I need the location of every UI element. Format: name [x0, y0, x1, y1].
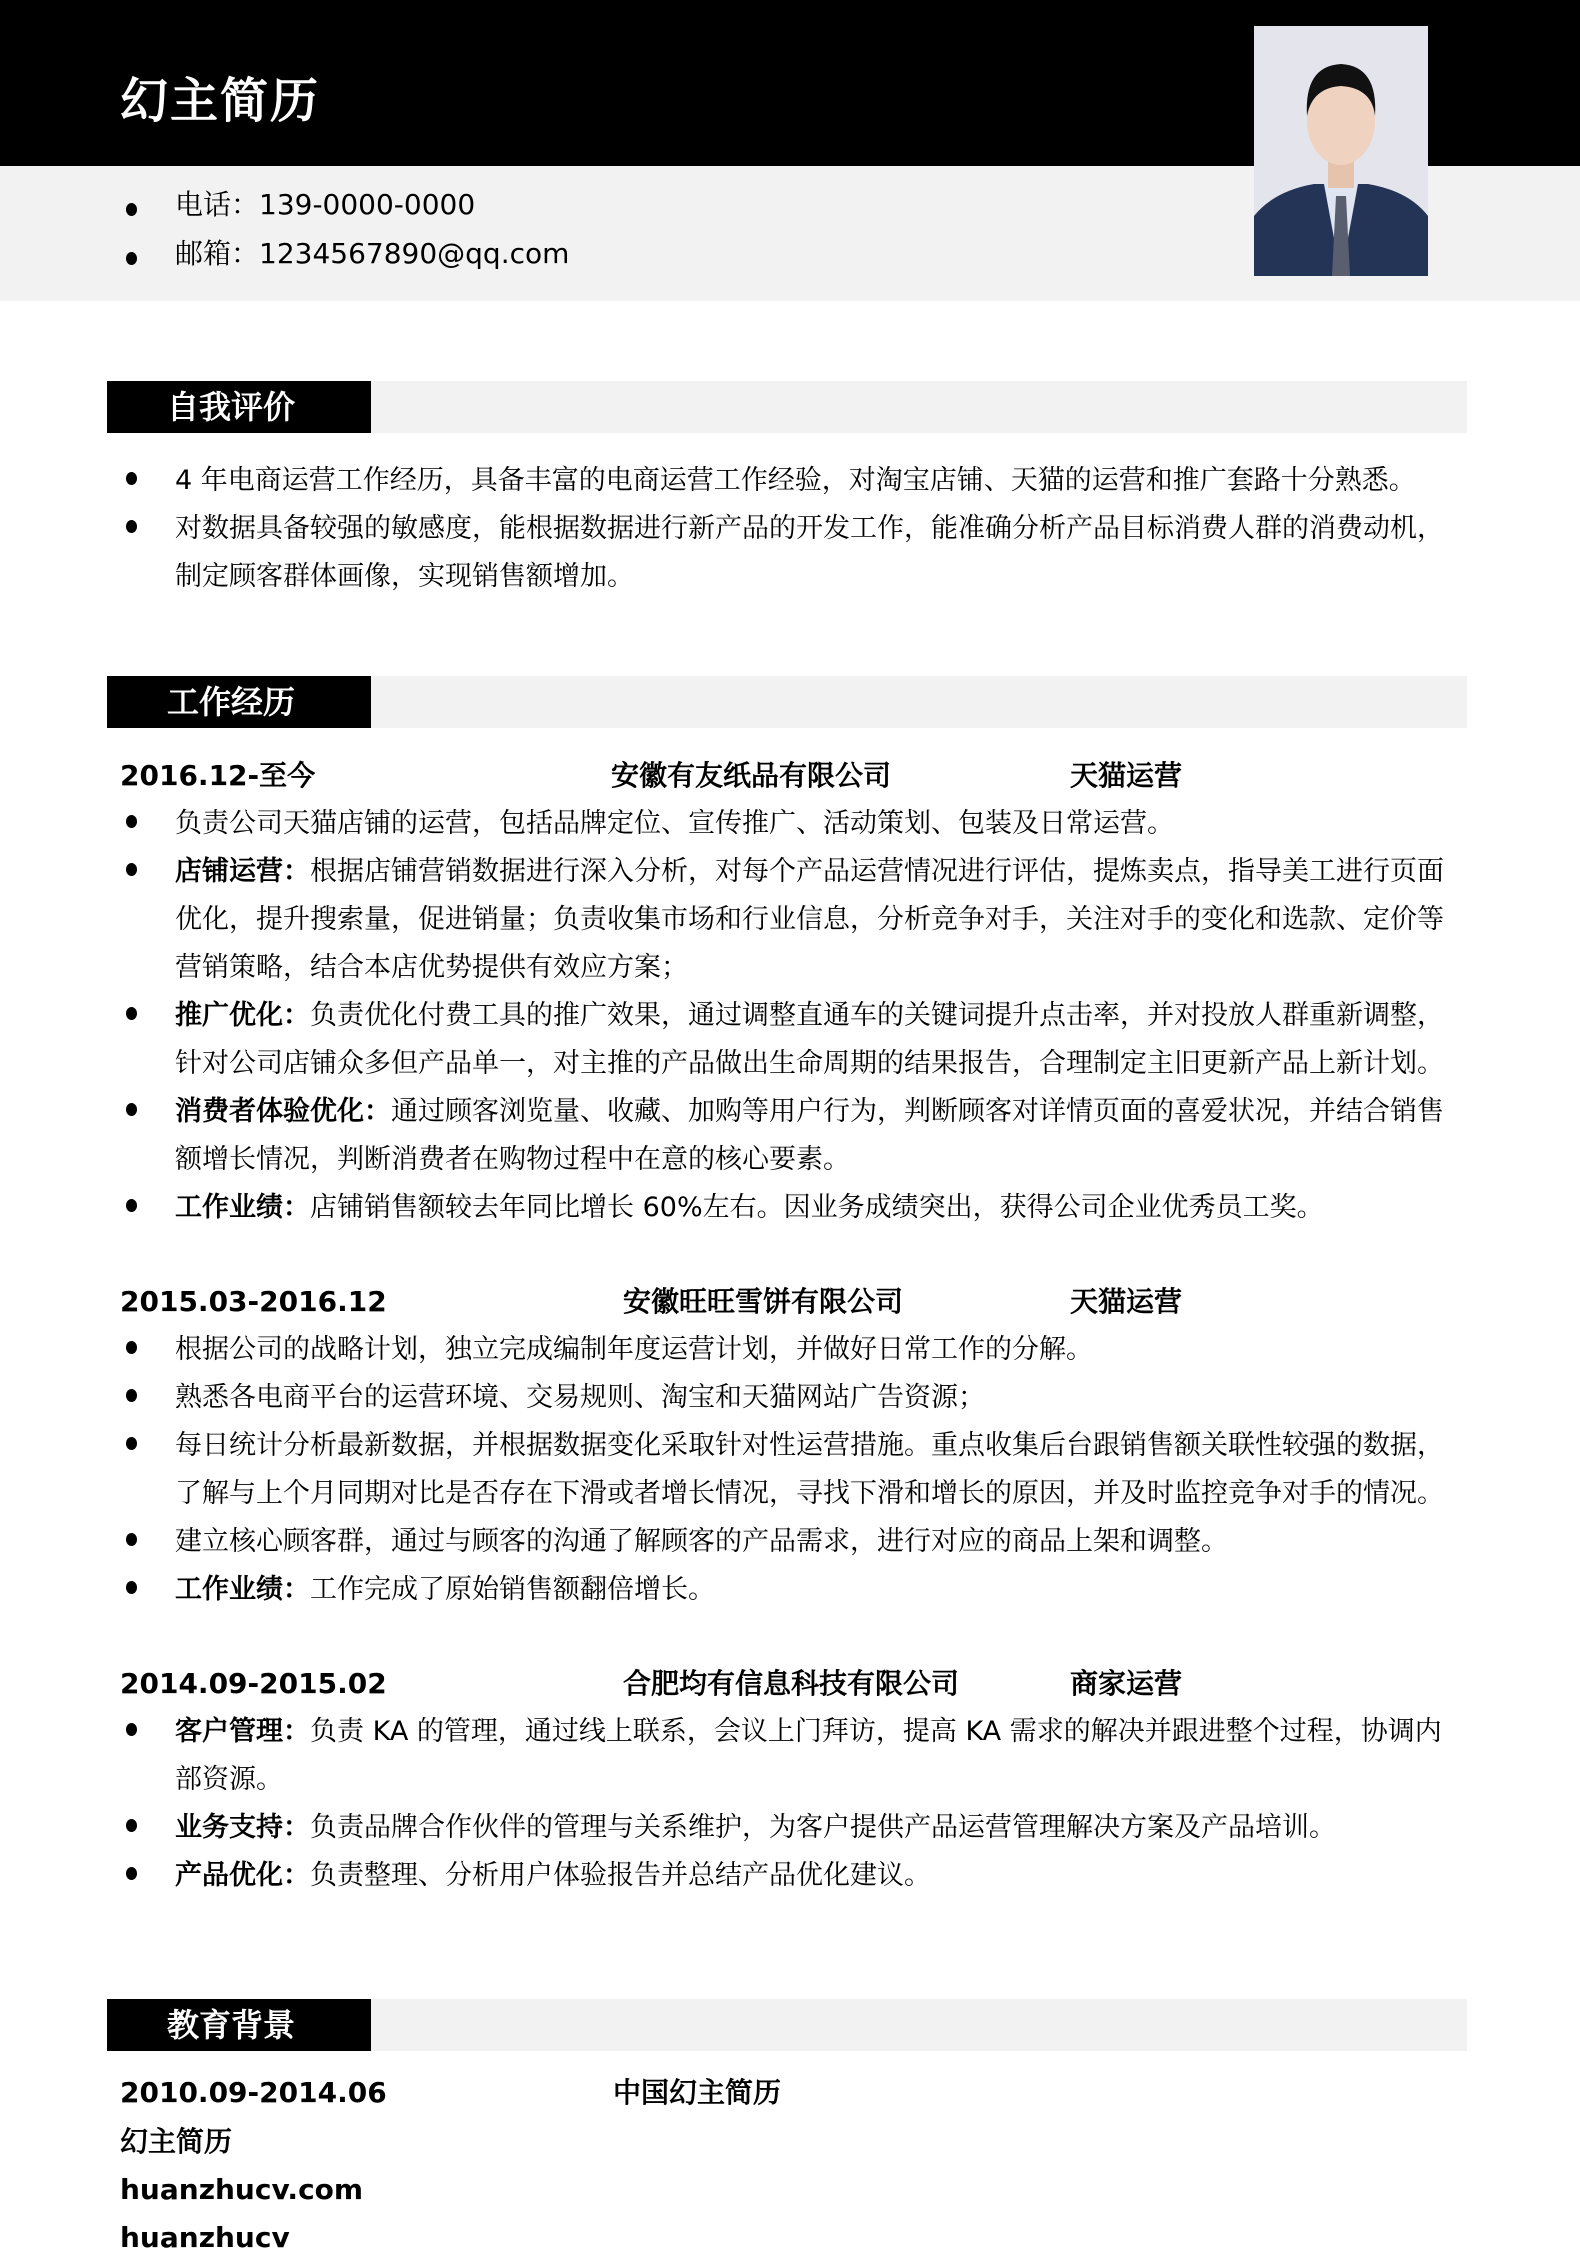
list-item	[126, 800, 1460, 848]
bullet-icon	[126, 1723, 137, 1736]
section-work	[107, 676, 1467, 728]
bullet-icon	[126, 1103, 137, 1116]
list-item	[126, 1374, 1460, 1422]
item-text: 每日统计分析最新数据，并根据数据变化采取针对性运营措施。重点收集后台跟销售额关联性较强的数据，了解与上个月同期对比是否存在下滑或者增长情况，寻找下滑和增长的原因，并及时监控竞争对手的情况。	[175, 1430, 1444, 1509]
section-title: 教育背景	[107, 1999, 371, 2051]
job-entry	[120, 1660, 1460, 1900]
job-date: 2016.12-至今	[120, 759, 316, 792]
bullet-icon	[126, 520, 137, 533]
bullet-icon	[126, 1437, 137, 1450]
profile-photo	[1254, 26, 1428, 276]
edu-date: 2010.09-2014.06	[120, 2076, 387, 2109]
item-key: 业务支持：	[175, 1812, 310, 1843]
bullet-icon	[126, 863, 137, 876]
resume-title: 幻主简历	[120, 73, 321, 129]
item-key: 工作业绩：	[175, 1574, 310, 1605]
work-list	[120, 752, 1460, 1900]
phone-text: 电话：139-0000-0000	[175, 188, 476, 221]
bullet-icon	[126, 252, 137, 265]
job-date: 2014.09-2015.02	[120, 1667, 387, 1700]
job-company: 安徽旺旺雪饼有限公司	[623, 1285, 904, 1318]
bullet-icon	[126, 1341, 137, 1354]
item-text: 负责整理、分析用户体验报告并总结产品优化建议。	[310, 1860, 931, 1891]
item-text: 根据店铺营销数据进行深入分析，对每个产品运营情况进行评估，提炼卖点，指导美工进行页面优化，提升搜索量，促进销量；负责收集市场和行业信息，分析竞争对手，关注对手的变化和选款、定价等营销策略，结合本店优势提供有效应方案；	[175, 856, 1444, 983]
item-text: 负责 KA 的管理，通过线上联系，会议上门拜访，提高 KA 需求的解决并跟进整个过程，协调内部资源。	[175, 1716, 1442, 1795]
item-key: 客户管理：	[175, 1716, 310, 1747]
item-text: 店铺销售额较去年同比增长 60%左右。因业务成绩突出，获得公司企业优秀员工奖。	[310, 1192, 1324, 1223]
list-item	[126, 457, 1466, 505]
item-text: 4 年电商运营工作经历，具备丰富的电商运营工作经验，对淘宝店铺、天猫的运营和推广套路十分熟悉。	[175, 465, 1416, 496]
list-item	[126, 1088, 1460, 1184]
list-item	[126, 1804, 1460, 1852]
edu-line: huanzhucv	[120, 2221, 290, 2254]
list-item	[126, 505, 1466, 601]
job-header	[120, 752, 1460, 800]
list-item	[126, 992, 1460, 1088]
edu-line: huanzhucv.com	[120, 2173, 364, 2206]
item-key: 推广优化：	[175, 1000, 310, 1031]
bullet-icon	[126, 472, 137, 485]
list-item	[126, 1852, 1460, 1900]
item-text: 对数据具备较强的敏感度，能根据数据进行新产品的开发工作，能准确分析产品目标消费人群的消费动机，制定顾客群体画像，实现销售额增加。	[175, 513, 1444, 592]
bullet-icon	[126, 1007, 137, 1020]
item-key: 产品优化：	[175, 1860, 310, 1891]
item-text: 建立核心顾客群，通过与顾客的沟通了解顾客的产品需求，进行对应的商品上架和调整。	[175, 1526, 1228, 1557]
list-item	[126, 1566, 1460, 1614]
list-item	[126, 1184, 1460, 1232]
section-education	[107, 1999, 1467, 2051]
list-item	[126, 1708, 1460, 1804]
edu-line: 幻主简历	[120, 2125, 233, 2158]
list-item	[126, 1326, 1460, 1374]
job-role: 商家运营	[1070, 1667, 1183, 1700]
section-title: 自我评价	[107, 381, 371, 433]
item-key: 工作业绩：	[175, 1192, 310, 1223]
item-key: 店铺运营：	[175, 856, 310, 887]
job-role: 天猫运营	[1070, 1285, 1183, 1318]
item-text: 负责品牌合作伙伴的管理与关系维护，为客户提供产品运营管理解决方案及产品培训。	[310, 1812, 1336, 1843]
item-text: 熟悉各电商平台的运营环境、交易规则、淘宝和天猫网站广告资源；	[175, 1382, 985, 1413]
email-text: 邮箱：1234567890@qq.com	[175, 237, 570, 270]
list-item	[126, 1518, 1460, 1566]
job-company: 安徽有友纸品有限公司	[611, 759, 892, 792]
job-entry	[120, 1278, 1460, 1614]
job-header	[120, 1278, 1460, 1326]
bullet-icon	[126, 815, 137, 828]
self-eval-list	[126, 457, 1466, 601]
edu-school: 中国幻主简历	[613, 2076, 782, 2109]
list-item	[126, 1422, 1460, 1518]
item-text: 工作完成了原始销售额翻倍增长。	[310, 1574, 715, 1605]
bullet-icon	[126, 1581, 137, 1594]
item-text: 负责公司天猫店铺的运营，包括品牌定位、宣传推广、活动策划、包装及日常运营。	[175, 808, 1174, 839]
bullet-icon	[126, 1819, 137, 1832]
job-company: 合肥均有信息科技有限公司	[623, 1667, 960, 1700]
section-self-eval	[107, 381, 1467, 433]
job-entry	[120, 752, 1460, 1232]
bullet-icon	[126, 1867, 137, 1880]
list-item	[126, 848, 1460, 992]
item-key: 消费者体验优化：	[175, 1096, 391, 1127]
item-text: 通过顾客浏览量、收藏、加购等用户行为，判断顾客对详情页面的喜爱状况，并结合销售额增长情况，判断消费者在购物过程中在意的核心要素。	[175, 1096, 1444, 1175]
bullet-icon	[126, 1533, 137, 1546]
section-title: 工作经历	[107, 676, 371, 728]
bullet-icon	[126, 1199, 137, 1212]
item-text: 根据公司的战略计划，独立完成编制年度运营计划，并做好日常工作的分解。	[175, 1334, 1093, 1365]
job-date: 2015.03-2016.12	[120, 1285, 387, 1318]
job-role: 天猫运营	[1070, 759, 1183, 792]
job-header	[120, 1660, 1460, 1708]
item-text: 负责优化付费工具的推广效果，通过调整直通车的关键词提升点击率，并对投放人群重新调整，针对公司店铺众多但产品单一，对主推的产品做出生命周期的结果报告，合理制定主旧更新产品上新计划。	[175, 1000, 1444, 1079]
bullet-icon	[126, 1389, 137, 1402]
bullet-icon	[126, 203, 137, 216]
